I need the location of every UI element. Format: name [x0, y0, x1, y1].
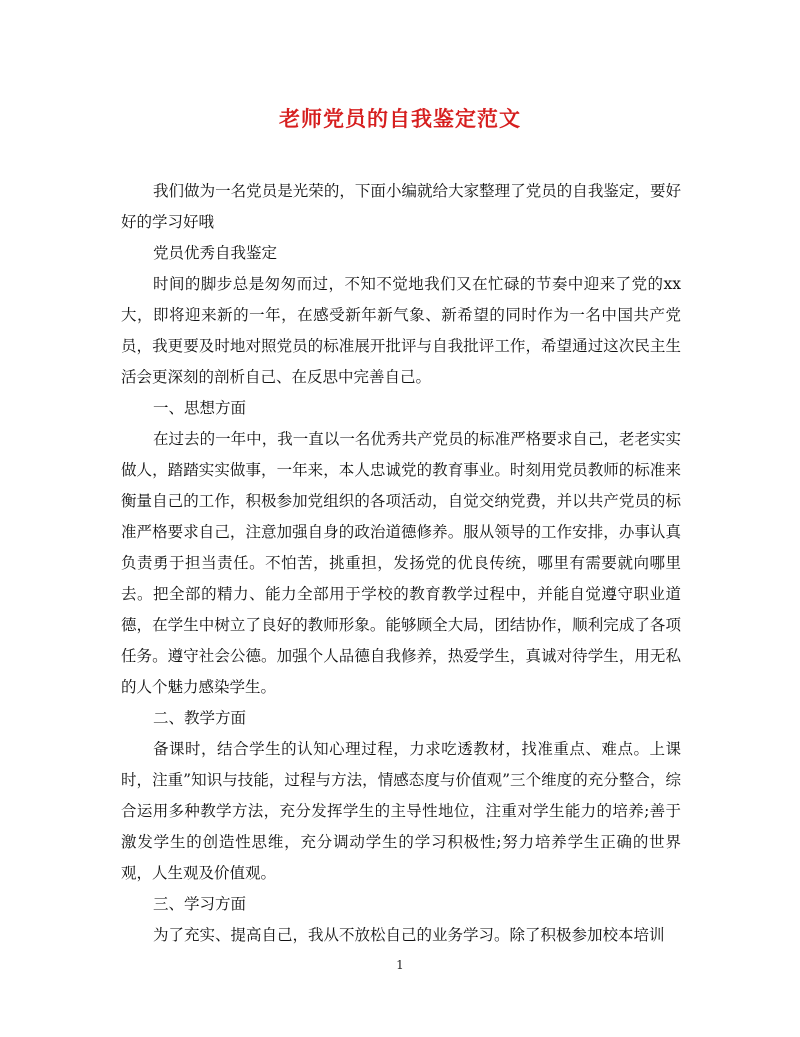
intro-paragraph: 我们做为一名党员是光荣的，下面小编就给大家整理了党员的自我鉴定，要好好的学习好哦: [121, 182, 681, 231]
body-paragraph: 时间的脚步总是匆匆而过，不知不觉地我们又在忙碌的节奏中迎来了党的xx大，即将迎来新的一年，在感受新年新气象、新希望的同时作为一名中国共产党员，我更要及时地对照党员的标准展开批评与自我批评工作，希望通过这次民主生活会更深刻的剖析自己、在反思中完善自己。: [121, 275, 681, 386]
section-heading: 二、教学方面: [153, 709, 247, 727]
document-body: [121, 176, 681, 951]
body-paragraph: 为了充实、提高自己，我从不放松自己的业务学习。除了积极参加校本培训: [153, 926, 665, 944]
section-heading: 三、学习方面: [153, 895, 247, 913]
body-paragraph: 在过去的一年中，我一直以一名优秀共产党员的标准严格要求自己，老老实实做人，踏踏实实做事，一年来，本人忠诚党的教育事业。时刻用党员教师的标准来衡量自己的工作，积极参加党组织的各项活动，自觉交纳党费，并以共产党员的标准严格要求自己，注意加强自身的政治道德修养。服从领导的工作安排，办事认真负责勇于担当责任。不怕苦，挑重担，发扬党的优良传统，哪里有需要就向哪里去。把全部的精力、能力全部用于学校的教育教学过程中，并能自觉遵守职业道德，在学生中树立了良好的教师形象。能够顾全大局，团结协作，顺利完成了各项任务。遵守社会公德。加强个人品德自我修养，热爱学生，真诚对待学生，用无私的人个魅力感染学生。: [121, 430, 681, 696]
document-title: 老师党员的自我鉴定范文: [279, 106, 521, 131]
body-paragraph: 备课时，结合学生的认知心理过程，力求吃透教材，找准重点、难点。上课时，注重”知识与技能，过程与方法，情感态度与价值观”三个维度的充分整合，综合运用多种教学方法，充分发挥学生的主导性地位，注重对学生能力的培养;善于激发学生的创造性思维，充分调动学生的学习积极性;努力培养学生正确的世界观，人生观及价值观。: [121, 740, 681, 882]
page-number: 1: [396, 958, 404, 972]
section-heading: 党员优秀自我鉴定: [153, 244, 278, 262]
section-heading: 一、思想方面: [153, 399, 247, 417]
